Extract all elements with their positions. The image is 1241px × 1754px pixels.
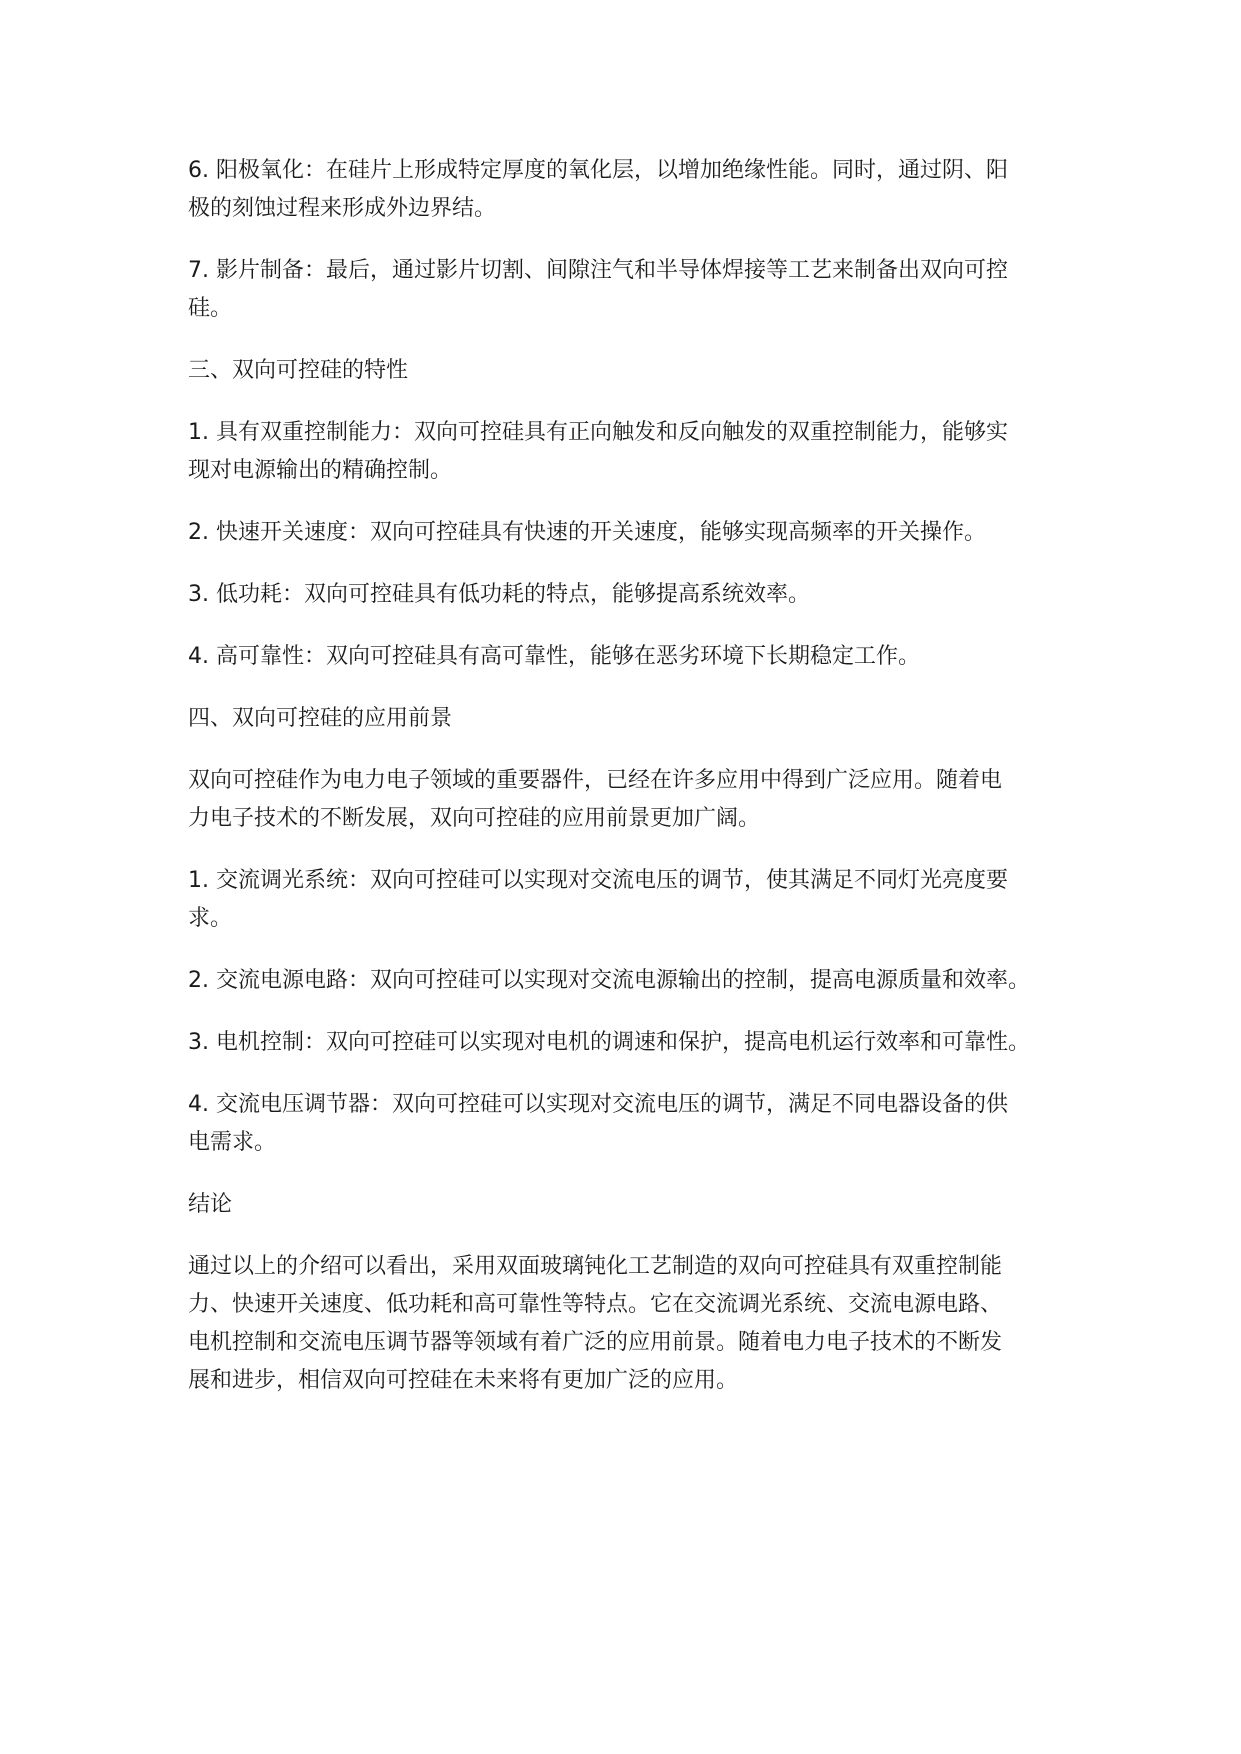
text-line: 4. 交流电压调节器：双向可控硅可以实现对交流电压的调节，满足不同电器设备的供: [188, 1092, 1008, 1117]
text-line: 极的刻蚀过程来形成外边界结。: [188, 196, 497, 221]
heading-text: 四、双向可控硅的应用前景: [188, 706, 453, 731]
list-item-anodic-oxidation: [188, 152, 1068, 228]
text-line: 3. 电机控制：双向可控硅可以实现对电机的调速和保护，提高电机运行效率和可靠性。: [188, 1030, 1030, 1055]
text-line: 通过以上的介绍可以看出，采用双面玻璃钝化工艺制造的双向可控硅具有双重控制能: [188, 1254, 1003, 1279]
text-line: 电需求。: [188, 1130, 277, 1155]
text-line: 2. 交流电源电路：双向可控硅可以实现对交流电源输出的控制，提高电源质量和效率。: [188, 968, 1030, 993]
list-item-film-preparation: [188, 252, 1068, 328]
text-line: 力、快速开关速度、低功耗和高可靠性等特点。它在交流调光系统、交流电源电路、: [188, 1292, 1003, 1317]
list-item-high-reliability: [188, 638, 1068, 676]
text-line: 双向可控硅作为电力电子领域的重要器件，已经在许多应用中得到广泛应用。随着电: [188, 768, 1003, 793]
text-line: 1. 交流调光系统：双向可控硅可以实现对交流电压的调节，使其满足不同灯光亮度要: [188, 868, 1008, 893]
text-line: 4. 高可靠性：双向可控硅具有高可靠性，能够在恶劣环境下长期稳定工作。: [188, 644, 920, 669]
list-item-low-power: [188, 576, 1068, 614]
section-heading-characteristics: [188, 352, 1068, 390]
text-line: 3. 低功耗：双向可控硅具有低功耗的特点，能够提高系统效率。: [188, 582, 810, 607]
list-item-dimming-system: [188, 862, 1068, 938]
body-paragraph-conclusion: [188, 1248, 1068, 1400]
body-paragraph-applications-intro: [188, 762, 1068, 838]
list-item-motor-control: [188, 1024, 1068, 1062]
text-line: 硅。: [188, 296, 233, 321]
list-item-dual-control: [188, 414, 1068, 490]
text-line: 求。: [188, 906, 233, 931]
list-item-power-circuit: [188, 962, 1068, 1000]
document-body: [188, 152, 1068, 1424]
text-line: 现对电源输出的精确控制。: [188, 458, 453, 483]
text-line: 7. 影片制备：最后，通过影片切割、间隙注气和半导体焊接等工艺来制备出双向可控: [188, 258, 1008, 283]
text-line: 2. 快速开关速度：双向可控硅具有快速的开关速度，能够实现高频率的开关操作。: [188, 520, 986, 545]
list-item-voltage-regulator: [188, 1086, 1068, 1162]
section-heading-conclusion: [188, 1186, 1068, 1224]
text-line: 6. 阳极氧化：在硅片上形成特定厚度的氧化层，以增加绝缘性能。同时，通过阴、阳: [188, 158, 1008, 183]
text-line: 1. 具有双重控制能力：双向可控硅具有正向触发和反向触发的双重控制能力，能够实: [188, 420, 1008, 445]
section-heading-applications: [188, 700, 1068, 738]
heading-text: 结论: [188, 1192, 233, 1217]
text-line: 展和进步，相信双向可控硅在未来将有更加广泛的应用。: [188, 1368, 739, 1393]
text-line: 力电子技术的不断发展，双向可控硅的应用前景更加广阔。: [188, 806, 761, 831]
text-line: 电机控制和交流电压调节器等领域有着广泛的应用前景。随着电力电子技术的不断发: [188, 1330, 1003, 1355]
heading-text: 三、双向可控硅的特性: [188, 358, 409, 383]
list-item-fast-switching: [188, 514, 1068, 552]
